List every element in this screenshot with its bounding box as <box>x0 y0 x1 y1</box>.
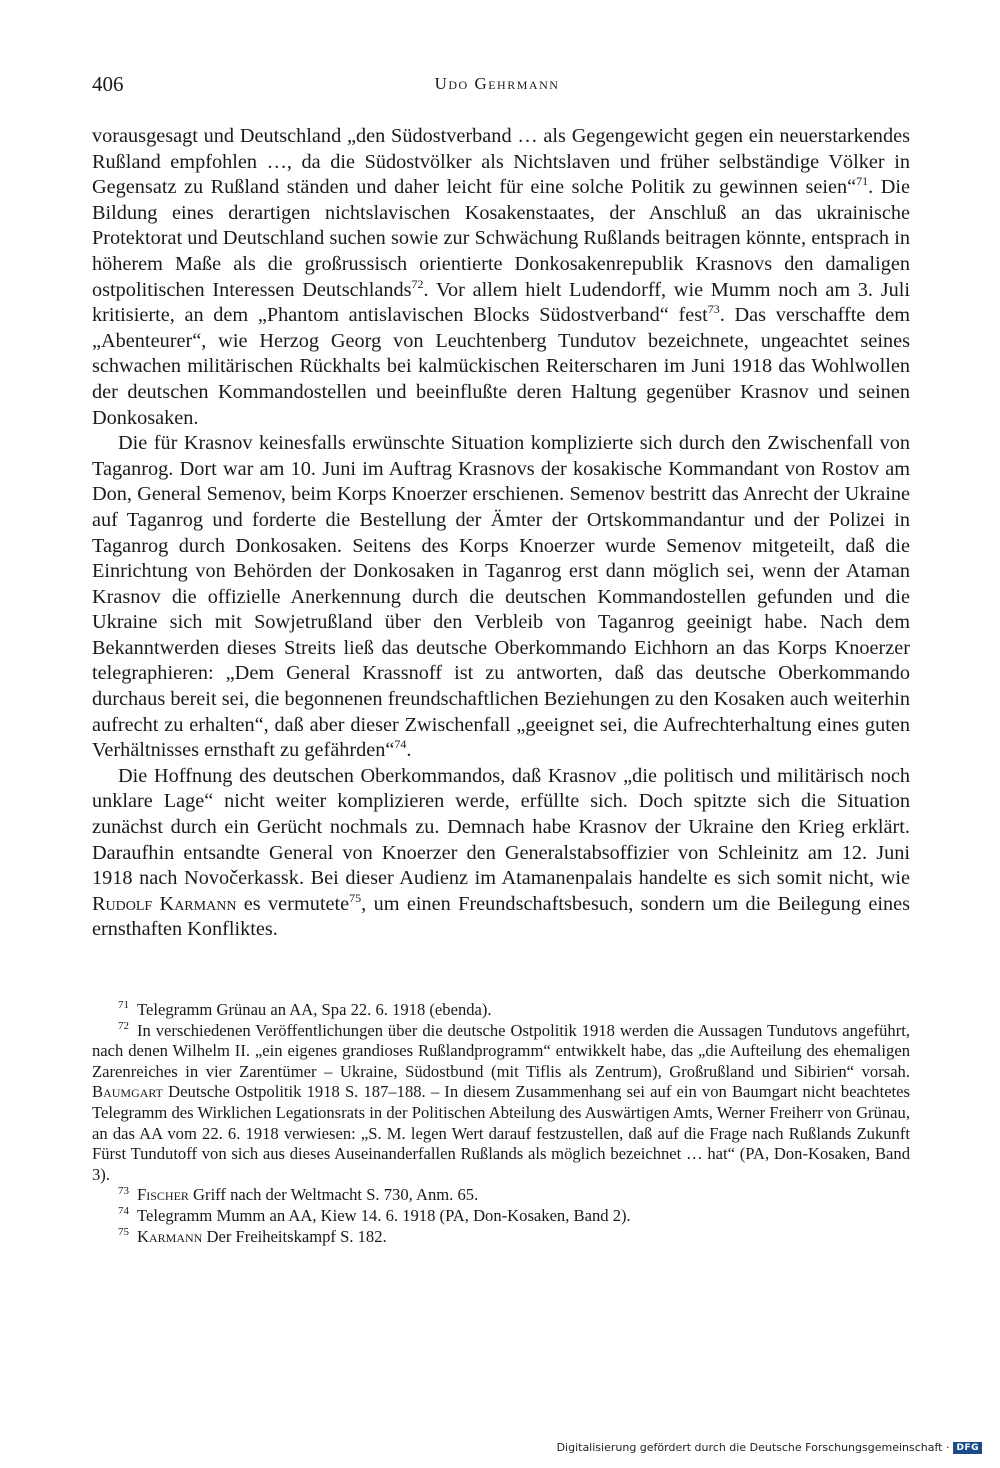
author-name: Fischer <box>137 1185 189 1205</box>
author-name: Karmann <box>137 1226 203 1246</box>
author-name: Rudolf Karmann <box>92 892 237 915</box>
footnote-ref: 72 <box>411 276 424 291</box>
author-name: Baumgart <box>92 1082 164 1102</box>
paragraph: Die Hoffnung des deutschen Oberkommandos, daß Krasnov „die politisch und militärisch noch unklare Lage“ nicht weiter komplizieren werde, erfüllte sich. Doch spitzte sich die Situation zunächst durch ein Gerücht nochmals zu. Demnach habe Krasnov der Ukraine den Krieg erklärt. Daraufhin entsandte General von Knoerzer den Generalstabsoffizier von Schleinitz am 12. Juni 1918 nach Novočerkassk. Bei dieser Audienz im Atamanenpalais handelte es sich somit nicht, wie Rudolf Karmann es vermutete$^{75}$, um einen Freundschaftsbesuch, sondern um die Beilegung eines ernsthaften Konfliktes. <box>92 764 910 941</box>
footnote-number: 74 <box>118 1205 129 1218</box>
footnote-ref: 74 <box>394 737 407 752</box>
page-header <box>92 72 902 102</box>
dfg-logo: DFG <box>953 1442 982 1454</box>
footnote-ref: 75 <box>349 891 362 906</box>
footnote-number: 75 <box>118 1226 129 1238</box>
running-head: Udo Gehrmann <box>434 74 560 93</box>
footnote-number: 73 <box>118 1184 129 1197</box>
footnote: $^{73}$ Fischer Griff nach der Weltmacht S. 730, Anm. 65. <box>118 1184 479 1205</box>
page-number: 406 <box>92 72 124 96</box>
footnotes <box>92 1000 910 1247</box>
paragraph: Die für Krasnov keinesfalls erwünschte Situation komplizierte sich durch den Zwischenfall von Taganrog. Dort war am 10. Juni im Auftrag Krasnovs der kosakische Kommandant von Rostov am Don, General Semenov, beim Korps Knoerzer erschienen. Semenov bestritt das Anrecht der Ukraine auf Taganrog und forderte die Bestellung der Ämter der Ortskommandantur und der Polizei in Taganrog durch Donkosaken. Seitens des Korps Knoerzer wurde Semenov mitgeteilt, daß die Einrichtung von Behörden der Donkosaken in Taganrog erst dann möglich sei, wenn der Ataman Krasnov die offizielle Anerkennung durch die deutschen Kommandostellen gefunden und die Ukraine sich mit Sowjetrußland über den Verbleib von Taganrog geeinigt habe. Nach dem Bekanntwerden dieses Streits ließ das deutsche Oberkommando Eichhorn an das Korps Knoerzer telegraphieren: „Dem General Krassnoff ist zu antworten, daß das deutsche Oberkommando durchaus bereit sei, die begonnenen freundschaftlichen Beziehungen zu den Kosaken auch weiterhin aufrecht zu erhalten“, daß aber dieser Zwischenfall „geeignet sei, die Aufrechterhaltung eines guten Verhältnisses ernsthaft zu gefährden“$^{74}$. <box>92 432 910 762</box>
footnote: $^{74}$ Telegramm Mumm an AA, Kiew 14. 6. 1918 (PA, Don-Kosaken, Band 2). <box>118 1205 631 1225</box>
paragraph: vorausgesagt und Deutschland „den Südostverband … als Gegengewicht gegen ein neuerstarkendes Rußland empfohlen …, da die Südostvölker als Nichtslaven und früher selbständige Völker in Gegensatz zu Rußland ständen und daher leicht für eine solche Politik zu gewinnen seien“$^{71}$. Die Bildung eines derartigen nichtslavischen Kosakenstaates, der Anschluß an das ukrainische Protektorat und Deutschland suchen sowie zur Schwächung Rußlands beitragen könnte, entsprach in höherem Maße als die großrussisch orientierte Donkosakenrepublik Krasnovs den damaligen ostpolitischen Interessen Deutschlands$^{72}$. Vor allem hielt Ludendorff, wie Mumm noch am 3. Juli kritisierte, an dem „Phantom antislavischen Blocks Südostverband“ fest$^{73}$. Das verschaffte dem „Abenteurer“, wie Herzog Georg von Leuchtenberg Tundutov bezeichnete, ungeachtet seines schwachen militärischen Rückhalts bei kalmückischen Reiterscharen im Juni 1918 das Wohlwollen der deutschen Kommandostellen und beeinflußte deren Haltung gegenüber Krasnov und seinen Donkosaken. <box>92 125 910 429</box>
footnote-ref: 73 <box>707 302 720 317</box>
footnote: $^{71}$ Telegramm Grünau an AA, Spa 22. 6. 1918 (ebenda). <box>118 999 492 1019</box>
footnote: $^{72}$ In verschiedenen Veröffentlichungen über die deutsche Ostpolitik 1918 werden die Aussagen Tundutovs angeführt, nach denen Wilhelm II. „ein eigenes grandioses Rußlandprogramm“ entwikkelt habe, das „die Aufteilung des ehemaligen Zarenreiches in vier Zarentümer – Ukraine, Südostbund (mit Tiflis als Zentrum), Großrußland und Sibirien“ vorsah. Baumgart Deutsche Ostpolitik 1918 S. 187–188. – In diesem Zusammenhang sei auf ein von Baumgart nicht beachtetes Telegramm des Wirklichen Legationsrats in der Politischen Abteilung des Auswärtigen Amts, Werner Freiherr von Grünau, an das AA vom 22. 6. 1918 verwiesen: „S. M. legen Wert darauf festzustellen, daß auf die Frage nach Rußlands Zukunft Fürst Tundutoff von sich aus dieses Auseinanderfallen Rußlands als möglich bezeichnet … hat“ (PA, Don-Kosaken, Band 3). <box>92 1020 910 1184</box>
footnote: $^{75}$ Karmann Der Freiheitskampf S. 182. <box>118 1226 387 1246</box>
footnote-ref: 71 <box>856 174 869 189</box>
digitization-credit <box>557 1441 982 1454</box>
main-text <box>92 124 910 943</box>
credit-text: Digitalisierung gefördert durch die Deutsche Forschungsgemeinschaft · <box>556 1441 950 1454</box>
footnote-number: 71 <box>118 999 129 1012</box>
footnote-number: 72 <box>118 1020 129 1033</box>
